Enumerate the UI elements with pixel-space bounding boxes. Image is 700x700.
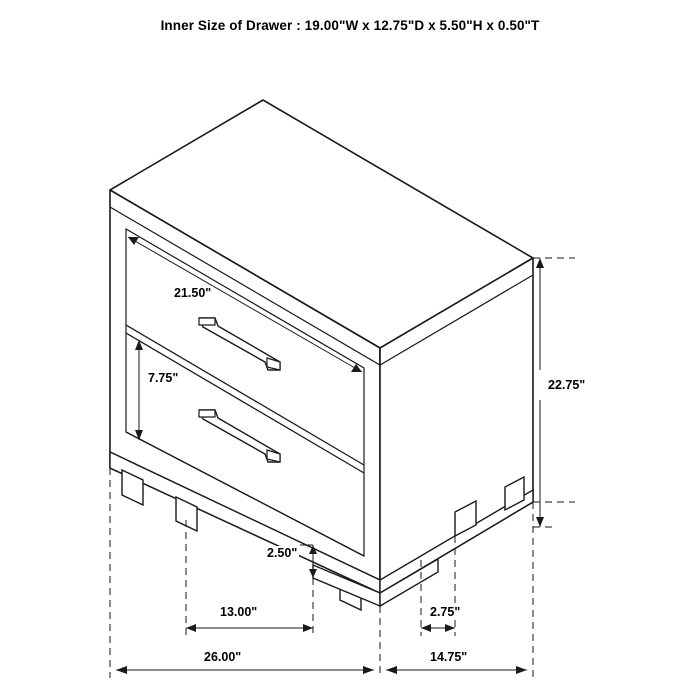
dim-label-total-height: 22.75" — [548, 378, 586, 392]
page-title: Inner Size of Drawer : 19.00"W x 12.75"D x 5.50"H x 0.50"T — [160, 18, 540, 33]
dim-total-height — [533, 258, 575, 527]
dim-label-leg-height: 2.50" — [267, 546, 298, 560]
dim-label-drawer-front-height: 7.75" — [148, 371, 179, 385]
dim-label-inner-leg-span: 13.00" — [220, 605, 258, 619]
dim-label-total-width: 26.00" — [204, 650, 242, 664]
dim-label-total-depth: 14.75" — [430, 650, 468, 664]
dim-label-leg-width: 2.75" — [430, 605, 461, 619]
dim-label-drawer-width: 21.50" — [174, 286, 212, 300]
